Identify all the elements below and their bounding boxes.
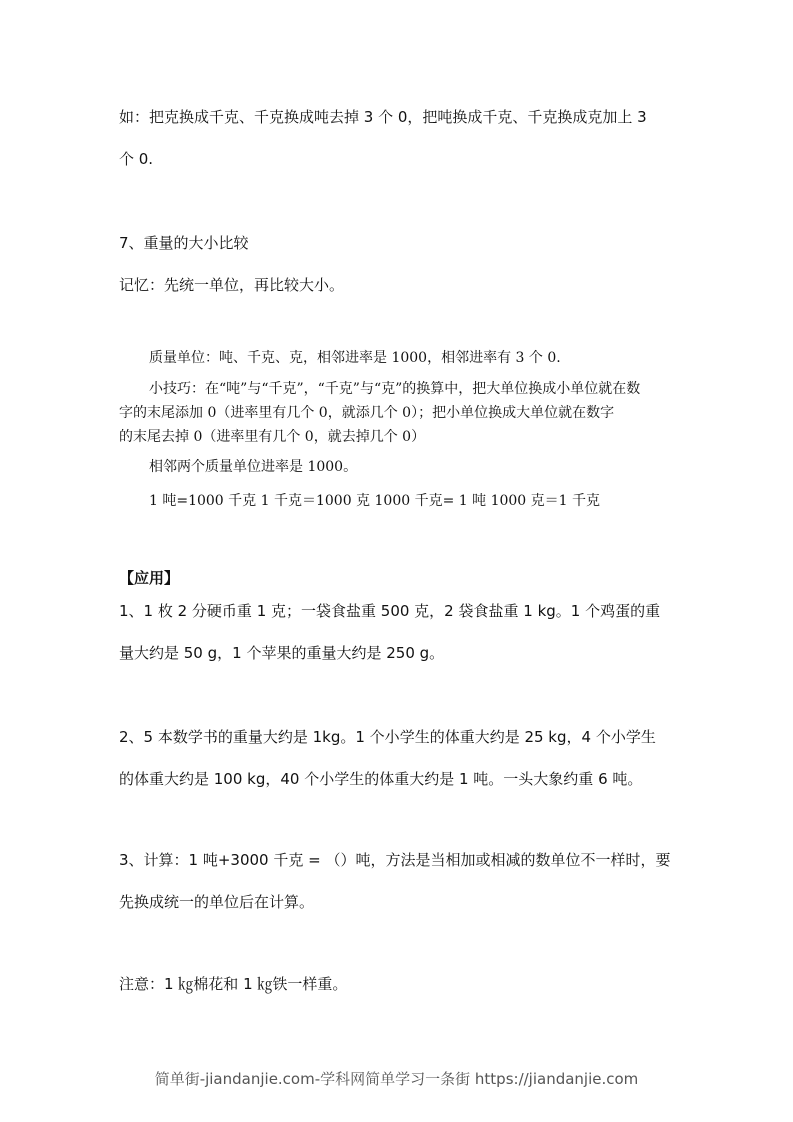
- application-item-1-line-1: 1、1 枚 2 分硬币重 1 克；一袋食盐重 500 克，2 袋食盐重 1 kg。1 个鸡蛋的重: [119, 602, 661, 620]
- section-7-memory: 记忆：先统一单位，再比较大小。: [119, 276, 345, 294]
- conversion-line: 1 吨=1000 千克 1 千克＝1000 克 1000 千克= 1 吨 1000 克＝1 千克: [149, 493, 601, 509]
- section-7-title: 7、重量的大小比较: [119, 234, 249, 252]
- application-item-1-line-2: 量大约是 50 g，1 个苹果的重量大约是 250 g。: [119, 644, 445, 662]
- mass-units-line: 质量单位：吨、千克、克，相邻进率是 1000，相邻进率有 3 个 0.: [149, 350, 561, 366]
- application-item-2-line-1: 2、5 本数学书的重量大约是 1kg。1 个小学生的体重大约是 25 kg，4 个小学生: [119, 728, 656, 746]
- application-item-2-line-2: 的体重大约是 100 kg，40 个小学生的体重大约是 1 吨。一头大象约重 6 吨。: [119, 770, 643, 788]
- note-line: 注意：1 ㎏棉花和 1 ㎏铁一样重。: [119, 975, 348, 993]
- footer-watermark: 简单街-jiandanjie.com-学科网简单学习一条街 https://jiandanjie.com: [154, 1070, 639, 1088]
- tip-line-1: 小技巧：在“吨”与“千克”，“千克”与“克”的换算中，把大单位换成小单位就在数: [149, 381, 641, 397]
- intro-line-1: 如：把克换成千克、千克换成吨去掉 3 个 0，把吨换成千克、千克换成克加上 3: [119, 108, 647, 126]
- application-item-3-line-2: 先换成统一的单位后在计算。: [119, 893, 315, 911]
- tip-line-2: 字的末尾添加 0（进率里有几个 0，就添几个 0）；把小单位换成大单位就在数字: [119, 405, 615, 421]
- tip-line-3: 的末尾去掉 0（进率里有几个 0，就去掉几个 0）: [119, 429, 426, 445]
- rate-line: 相邻两个质量单位进率是 1000。: [149, 459, 358, 475]
- intro-line-2: 个 0.: [119, 150, 154, 168]
- application-item-3-line-1: 3、计算：1 吨+3000 千克 = （）吨，方法是当相加或相减的数单位不一样时，要: [119, 851, 671, 869]
- application-heading: 【应用】: [119, 569, 180, 587]
